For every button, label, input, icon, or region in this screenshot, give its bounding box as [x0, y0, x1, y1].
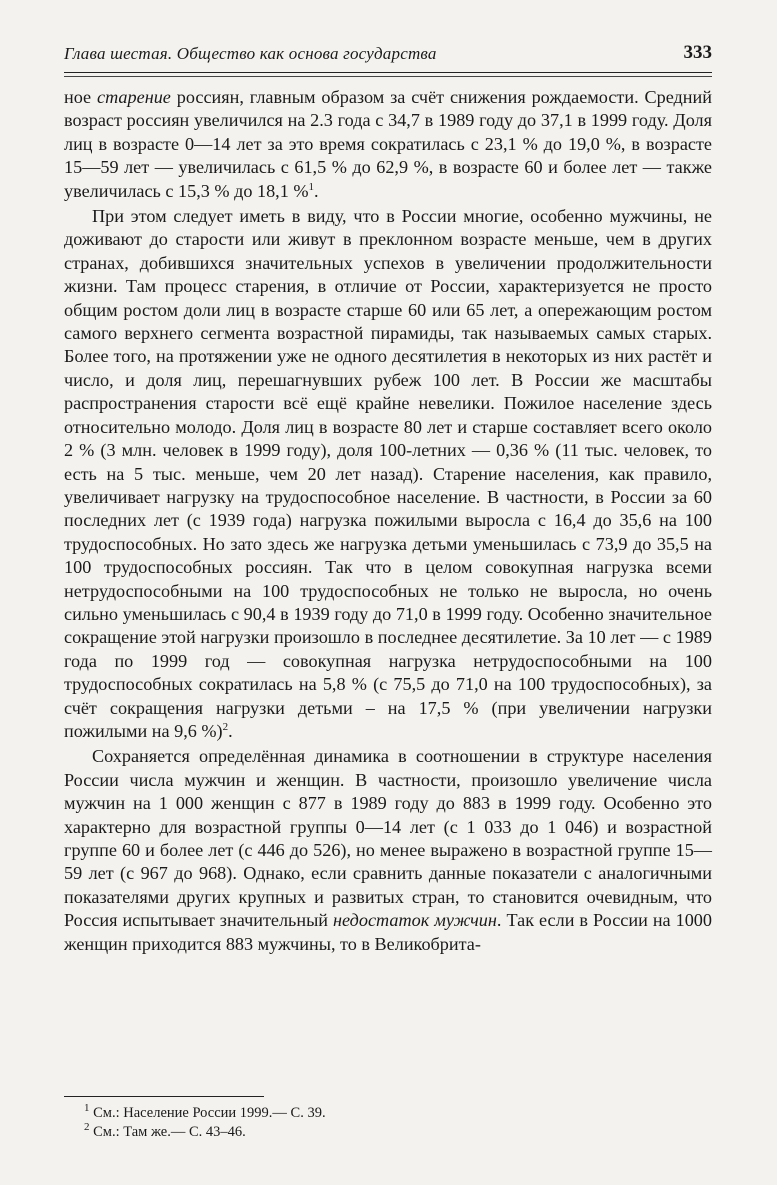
- footnote-ref-2[interactable]: 2: [222, 720, 229, 733]
- footnote-1: [84, 1104, 704, 1123]
- footnote-2-mark: 2: [84, 1121, 90, 1134]
- footnote-1-text: См.: Население России 1999.— С. 39.: [89, 1105, 326, 1121]
- header-rule-secondary: [64, 76, 712, 77]
- footnote-rule: [64, 1096, 264, 1097]
- paragraph-2-text: При этом следует иметь в виду, что в России многие, особенно мужчины, не доживают до старости или живут в преклонном возрасте меньше, чем в других странах, добившихся значительных успехов в увеличении продолжительности жизни. Там процесс старения, в отличие от России, характеризуется не просто общим ростом доли лиц в возрасте старше 60 или 65 лет, а опережающим ростом самого верхнего сегмента возрастной пирамиды, так называемых самых старых. Более того, на протяжении уже не одного десятилетия в некоторых из них растёт и число, и доля лиц, перешагнувших рубеж 100 лет. В России же масштабы распространения старости всё ещё крайне невелики. Пожилое население здесь относительно молодо. Доля лиц в возрасте 80 лет и старше составляет всего около 2 % (3 млн. человек в 1999 году), доля 100-летних — 0,36 % (11 тыс. человек, то есть на 5 тыс. меньше, чем 20 лет назад). Старение населения, как правило, увеличивает нагрузку на трудоспособное население. В частности, в России за 60 последних лет (с 1939 года) нагрузка пожилыми выросла с 16,4 до 35,6 на 100 трудоспособных. Но зато здесь же нагрузка детьми уменьшилась с 73,9 до 35,5 на 100 трудоспособных россиян. Так что в целом совокупная нагрузка всеми нетрудоспособными на 100 трудоспособных не только не выросла, но очень сильно уменьшилась с 90,4 в 1939 году до 71,0 в 1999 году. Особенно значительное сокращение этой нагрузки произошло в последнее десятилетие. За 10 лет — с 1989 года по 1999 год — совокупная нагрузка нетрудоспособными на 100 трудоспособных сократилась на 5,8 % (с 75,5 до 71,0 на 100 трудоспособных), за счёт сокращения нагрузки детьми – на 17,5 % (при увеличении нагрузки пожилыми на 9,6 %): [64, 206, 712, 741]
- paragraph-3: [64, 745, 712, 956]
- page-number: 333: [683, 42, 712, 63]
- paragraph-2: [64, 205, 712, 743]
- paragraph-3-tail: . Так если в России на 1000 женщин приходится 883 мужчины, то в Великобрита-: [64, 910, 712, 954]
- header-rule: [64, 72, 712, 73]
- footnotes: [84, 1104, 704, 1142]
- running-title: Глава шестая. Общество как основа государства: [64, 44, 437, 63]
- paragraph-2-tail: .: [228, 720, 233, 741]
- footnote-2: [84, 1123, 704, 1142]
- paragraph-1-tail: .: [314, 180, 319, 201]
- paragraph-3-text: Сохраняется определённая динамика в соотношении в структуре населения России числа мужчин и женщин. В частности, произошло увеличение числа мужчин на 1 000 женщин с 877 в 1989 году до 883 в 1999 году. Особенно это характерно для возрастной группы 0—14 лет (с 1 033 до 1 046) и возрастной группе 60 и более лет (с 446 до 526), но менее выражено в возрастной группе 15—59 лет (с 967 до 968). Однако, если сравнить данные показатели с аналогичными показателями других крупных и развитых стран, то становится очевидным, что Россия испытывает значительный: [64, 746, 712, 931]
- paragraph-1: [64, 86, 712, 203]
- paragraph-1-emphasis: старение: [97, 87, 171, 107]
- main-text: [64, 86, 712, 956]
- footnote-2-text: См.: Там же.— С. 43–46.: [89, 1124, 246, 1140]
- paragraph-3-emphasis: недостаток мужчин: [333, 910, 497, 931]
- footnote-ref-1[interactable]: 1: [308, 180, 315, 193]
- paragraph-1-lead: ное: [64, 87, 97, 107]
- paragraph-1-text: россиян, главным образом за счёт снижения рождаемости. Средний возраст россиян увеличился на 2.3 года с 34,7 в 1989 году до 37,1 в 1999 году. Доля лиц в возрасте 0—14 лет за это время сократилась с 23,1 % до 19,0 %, в возрасте 15—59 лет — увеличилась с 61,5 % до 62,9 %, в возрасте 60 и более лет — также увеличилась с 15,3 % до 18,1 %: [64, 87, 713, 201]
- footnote-1-mark: 1: [84, 1102, 90, 1115]
- page-header: [64, 40, 712, 70]
